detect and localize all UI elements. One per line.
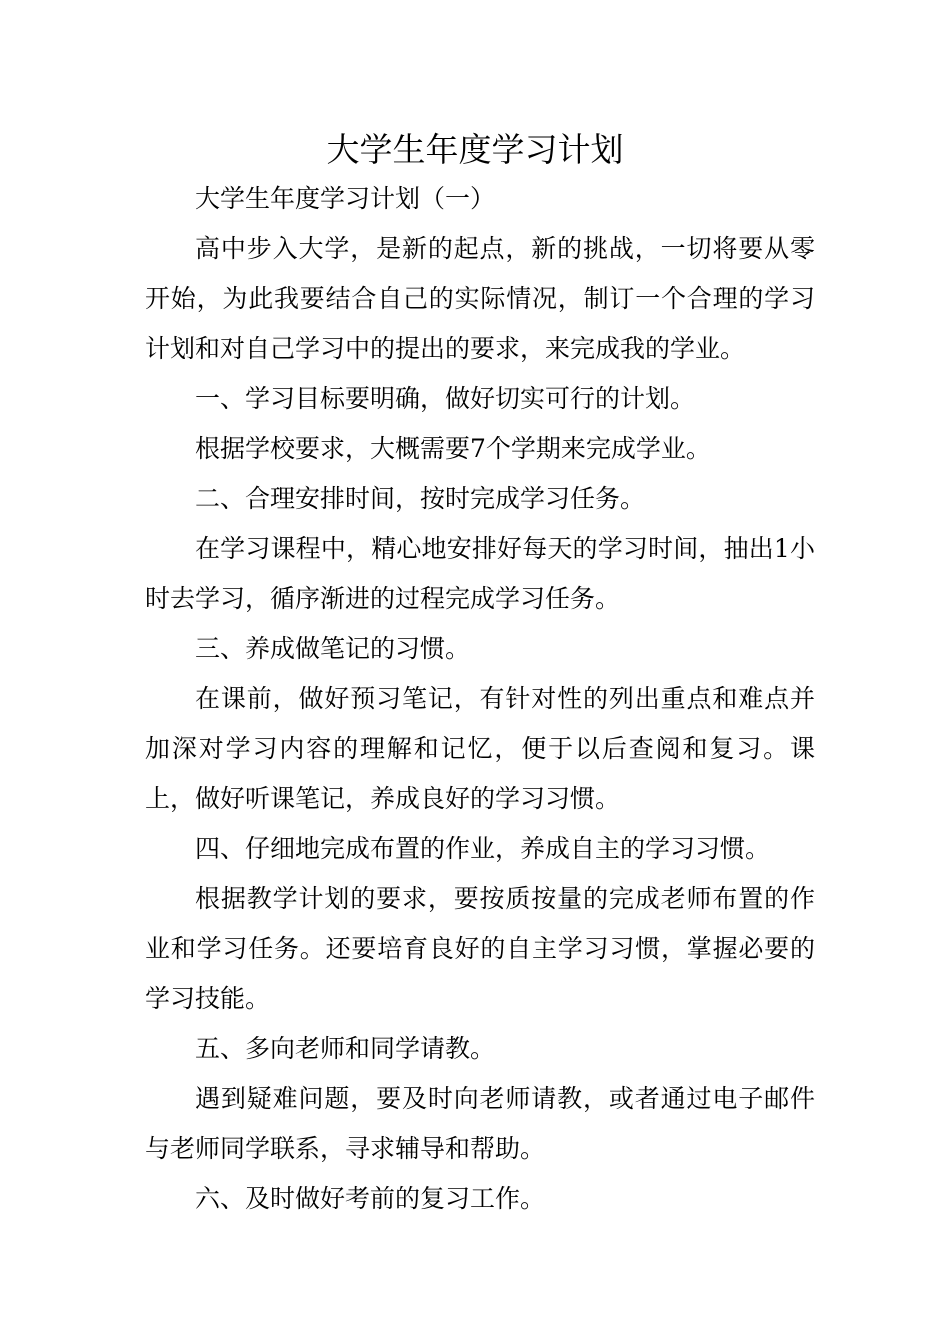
section-heading: 三、养成做笔记的习惯。 xyxy=(195,634,471,663)
section-heading: 一、学习目标要明确，做好切实可行的计划。 xyxy=(195,384,696,413)
body-paragraph: 在课前，做好预习笔记，有针对性的列出重点和难点并加深对学习内容的理解和记忆，便于以后查阅和复习。课上，做好听课笔记，养成良好的学习习惯。 xyxy=(145,684,815,813)
body-paragraph: 在学习课程中，精心地安排好每天的学习时间，抽出1小时去学习，循序渐进的过程完成学习任务。 xyxy=(145,534,815,613)
section-heading: 四、仔细地完成布置的作业，养成自主的学习习惯。 xyxy=(195,834,771,863)
body-paragraph: 高中步入大学，是新的起点，新的挑战，一切将要从零开始，为此我要结合自己的实际情况，制订一个合理的学习计划和对自己学习中的提出的要求，来完成我的学业。 xyxy=(145,234,815,363)
body-paragraph: 根据教学计划的要求，要按质按量的完成老师布置的作业和学习任务。还要培育良好的自主学习习惯，掌握必要的学习技能。 xyxy=(145,884,815,1013)
subtitle-paragraph: 大学生年度学习计划（一） xyxy=(195,184,496,213)
section-heading: 五、多向老师和同学请教。 xyxy=(195,1034,496,1063)
body-paragraph: 根据学校要求，大概需要7个学期来完成学业。 xyxy=(195,434,711,463)
document-title: 大学生年度学习计划 xyxy=(326,130,624,169)
section-heading: 六、及时做好考前的复习工作。 xyxy=(195,1184,546,1213)
section-heading: 二、合理安排时间，按时完成学习任务。 xyxy=(195,484,646,513)
body-paragraph: 遇到疑难问题，要及时向老师请教，或者通过电子邮件与老师同学联系，寻求辅导和帮助。 xyxy=(145,1084,815,1163)
document-body xyxy=(145,174,815,1224)
